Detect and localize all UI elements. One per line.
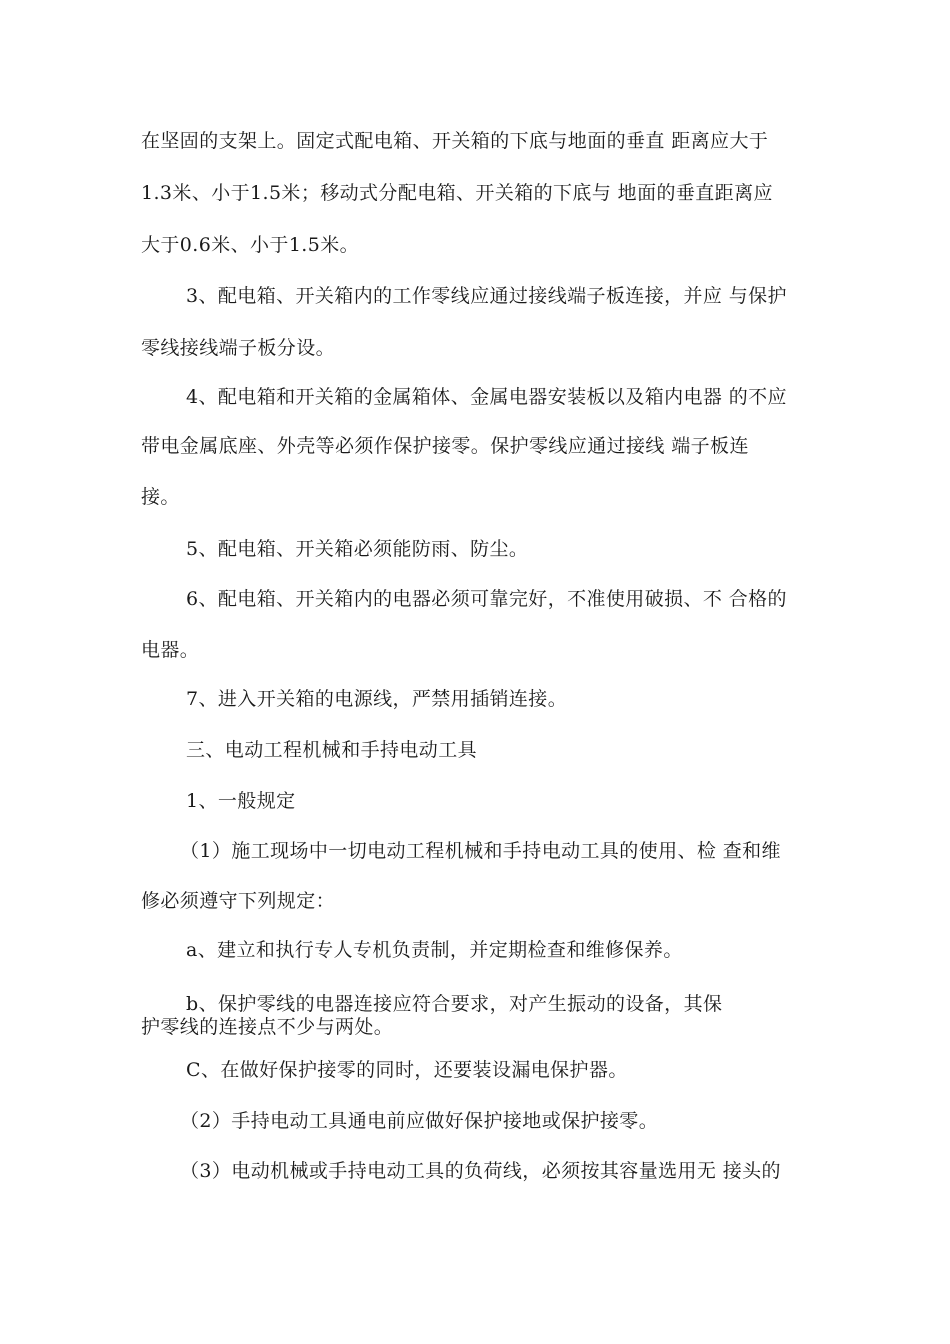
text-line: 5、配电箱、开关箱必须能防雨、防尘。 [186, 538, 529, 560]
text-line: 在坚固的支架上。固定式配电箱、开关箱的下底与地面的垂直 距离应大于 [141, 130, 769, 152]
text-line: 接。 [141, 486, 180, 508]
text-line: （3）电动机械或手持电动工具的负荷线，必须按其容量选用无 接头的 [180, 1160, 781, 1182]
text-line: b、保护零线的电器连接应符合要求，对产生振动的设备，其保 [186, 993, 723, 1015]
text-line: 大于0.6米、小于1.5米。 [141, 234, 360, 256]
text-line: （2）手持电动工具通电前应做好保护接地或保护接零。 [180, 1110, 659, 1132]
text-line: 带电金属底座、外壳等必须作保护接零。保护零线应通过接线 端子板连 [141, 435, 749, 457]
text-line: a、建立和执行专人专机负责制，并定期检查和维修保养。 [186, 939, 683, 961]
text-line: 修必须遵守下列规定： [141, 890, 336, 912]
section-heading: 三、电动工程机械和手持电动工具 [186, 739, 478, 761]
text-line: 7、进入开关箱的电源线，严禁用插销连接。 [186, 688, 568, 710]
text-line: 6、配电箱、开关箱内的电器必须可靠完好，不准使用破损、不 合格的 [186, 588, 787, 610]
subsection-heading: 1、一般规定 [186, 790, 296, 812]
text-line: （1）施工现场中一切电动工程机械和手持电动工具的使用、检 查和维 [180, 840, 781, 862]
text-line: 零线接线端子板分设。 [141, 337, 336, 359]
text-line: C、在做好保护接零的同时，还要装设漏电保护器。 [186, 1059, 628, 1081]
text-line: 电器。 [141, 639, 200, 661]
text-line: 护零线的连接点不少与两处。 [141, 1016, 394, 1038]
text-line: 4、配电箱和开关箱的金属箱体、金属电器安装板以及箱内电器 的不应 [186, 386, 787, 408]
text-line: 1.3米、小于1.5米；移动式分配电箱、开关箱的下底与 地面的垂直距离应 [141, 182, 773, 204]
text-line: 3、配电箱、开关箱内的工作零线应通过接线端子板连接，并应 与保护 [186, 285, 787, 307]
